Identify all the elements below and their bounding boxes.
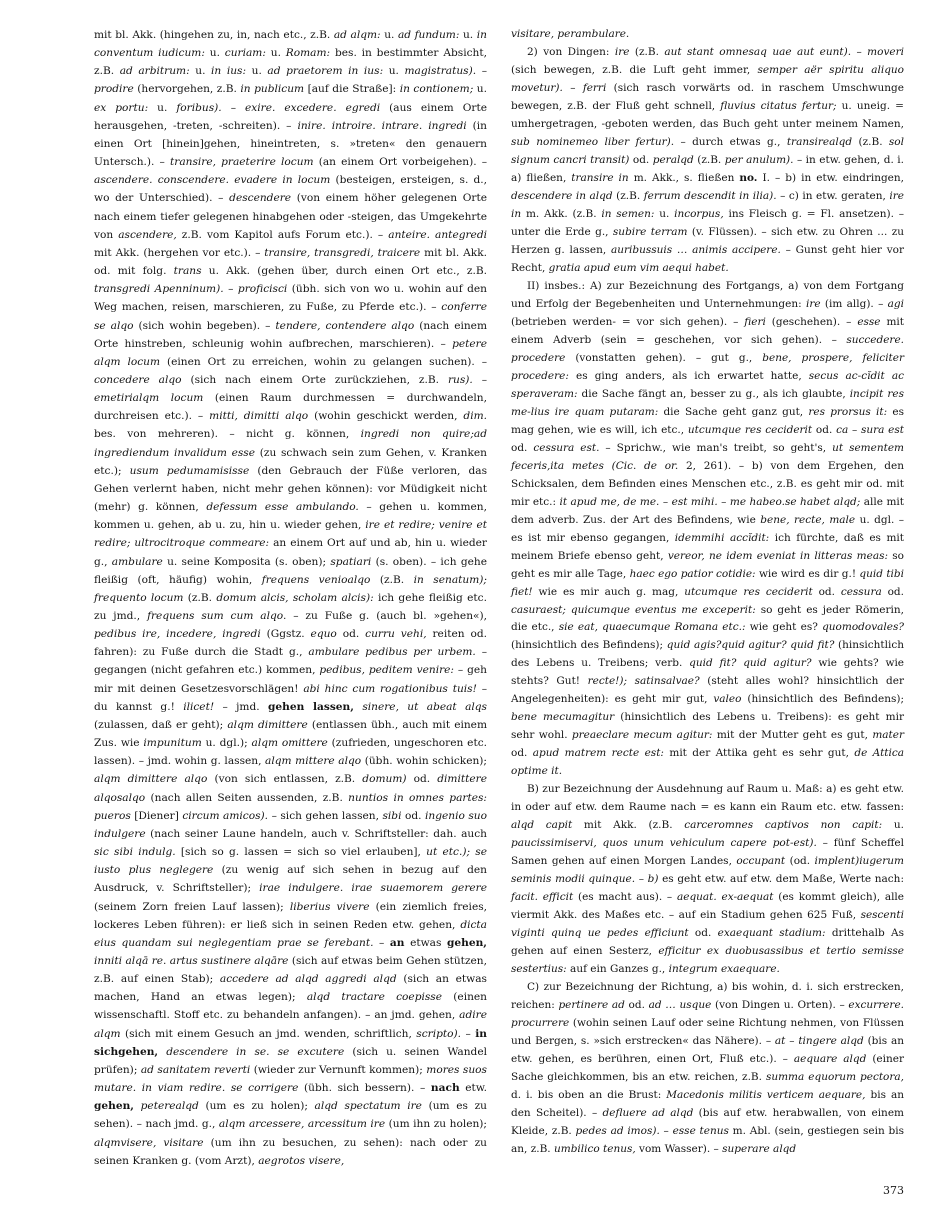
paragraph: mit bl. Akk. (hingehen zu, in, nach etc., z.B. ad alqm: u. ad fundum: u. in conventum iudicum: u. curiam: u. Romam: bes. in bestimmter Absicht, z.B. ad arbitrum: u. in ius: u. ad praetorem in ius: u. magistratus). – prodire (hervorgehen, z.B. in publicum [auf die Straße]: in contionem; u. ex portu: u. foribus). – exire. excedere. egredi (aus einem Orte herausgehen, -treten, -schreiten). – inire. introire. intrare. ingredi (in einen Ort [hinein]gehen, hineintreten, s. »treten« den genauern Untersch.). – transire, praeterire locum (an einem Ort vorbeigehen). – ascendere. conscendere. evadere in locum (besteigen, ersteigen, s. d., wo der Unterschied). – descendere (von einem höher gelegenen Orte nach einem tiefer gelegenen hinabgehen oder -steigen, das Umgekehrte von ascendere, z.B. vom Kapitol aufs Forum etc.). – anteire. antegredi mit Akk. (hergehen vor etc.). – transire, transgredi, traicere mit bl. Akk. od. mit folg. trans u. Akk. (gehen über, durch einen Ort etc., z.B. transgredi Apenninum). – proficisci (übh. sich von wo u. wohin auf den Weg machen, reisen, marschieren, zu Fuße, zu Pferde etc.). – conferre se alqo (sich wohin begeben). – tendere, contendere alqo (nach einem Orte hinstreben, schleunig wohin aufbrechen, marschieren). – petere alqm locum (einen Ort zu erreichen, wohin zu gelangen suchen). – concedere alqo (sich nach einem Orte zurückziehen, z.B. rus). – emetirialqm locum (einen Raum durchmessen = durchwandeln, durchreisen etc.). – mitti, dimitti alqo (wohin geschickt werden, dim. bes. von mehreren). – nicht g. können, ingredi non quire;ad ingrediendum invalidum esse (zu schwach sein zum Gehen, v. Kranken etc.); usum pedumamisisse (den Gebrauch der Füße verloren, das Gehen verlernt haben, nicht mehr gehen können): vor Müdigkeit nicht (mehr) g. können, defessum esse ambulando. – gehen u. kommen, kommen u. gehen, ab u. zu, hin u. wieder gehen, ire et redire; venire et redire; ultrocitroque commeare: an einem Ort auf und ab, hin u. wieder g., ambulare u. seine Komposita (s. oben); spatiari (s. oben). – ich gehe fleißig (oft, häufig) wohin, frequens venioalqo (z.B. in senatum); frequento locum (z.B. domum alcis, scholam alcis): ich gehe fleißig etc. zu jmd., frequens sum cum alqo. – zu Fuße g. (auch bl. »gehen«), pedibus ire, incedere, ingredi (Ggstz. equo od. curru vehi, reiten od. fahren): zu Fuße durch die Stadt g., ambulare pedibus per urbem. – gegangen (nicht gefahren etc.) kommen, pedibus, peditem venire: – geh mir mit deinen Gesetzesvorschlägen! abi hinc cum rogationibus tuis! – du kannst g.! ilicet! – jmd. gehen lassen, sinere, ut abeat alqs (zulassen, daß er geht); alqm dimittere (entlassen übh., auch mit einem Zus. wie impunitum u. dgl.); alqm omittere (zufrieden, ungeschoren etc. lassen). – jmd. wohin g. lassen, alqm mittere alqo (übh. wohin schicken); alqm dimittere alqo (von sich entlassen, z.B. domum) od. dimittere alqosalqo (nach allen Seiten aussenden, z.B. nuntios in omnes partes: pueros [Diener] circum amicos). – sich gehen lassen, sibi od. ingenio suo indulgere (nach seiner Laune handeln, auch v. Schriftsteller: dah. auch sic sibi indulg. [sich so g. lassen = sich so viel erlauben], ut etc.); se iusto plus neglegere (zu wenig auf sich sehen in bezug auf den Ausdruck, v. Schriftsteller); irae indulgere. irae suaemorem gerere (seinem Zorn freien Lauf lassen); liberius vivere (ein ziemlich freies, lockeres Leben führen): er ließ sich in seinen Reden etw. gehen, dicta eius quandam sui neglegentiam prae se ferebant. – an etwas gehen, inniti alqā re. artus sustinere alqāre (sich auf etwas beim Gehen stützen, z.B. auf einen Stab); accedere ad alqd aggredi alqd (sich an etwas machen, Hand an etwas legen); alqd tractare coepisse (einen wissenschaftl. Stoff etc. zu behandeln anfangen). – an jmd. gehen, adire alqm (sich mit einem Gesuch an jmd. wenden, schriftlich, scripto). – in sichgehen, descendere in se. se excutere (sich u. seinen Wandel prüfen); ad sanitatem reverti (wieder zur Vernunft kommen); mores suos mutare. in viam redire. se corrigere (übh. sich bessern). – nach etw. gehen, peterealqd (um es zu holen); alqd spectatum ire (um es zu sehen). – nach jmd. g., alqm arcessere, arcessitum ire (um ihn zu holen); alqmvisere, visitare (um ihn zu besuchen, zu sehen): nach oder zu seinen Kranken g. (vom Arzt), aegrotos visere,	[94, 29, 488, 1167]
left-column	[94, 26, 487, 1170]
paragraph: B) zur Bezeichnung der Ausdehnung auf Raum u. Maß: a) es geht etw. in oder auf etw. dem Raume nach = es kann ein Raum etc. etw. fassen: alqd capit mit Akk. (z.B. carceromnes captivos non capit: u. paucissimiservi, quos unum vehiculum capere pot-est). – fünf Scheffel Samen gehen auf einen Morgen Landes, occupant (od. implent)iugerum seminis modii quinque. – b) es geht etw. auf etw. dem Maße, Werte nach: facit. efficit (es macht aus). – aequat. ex-aequat (es kommt gleich), alle viermit Akk. des Maßes etc. – auf ein Stadium gehen 625 Fuß, sescenti viginti quinq ue pedes efficiunt od. exaequant stadium: drittehalb As gehen auf einen Sesterz, efficitur ex duobusassibus et tertio semisse sestertius: auf ein Ganzes g., integrum exaequare.	[511, 783, 905, 976]
paragraph: 2) von Dingen: ire (z.B. aut stant omnesaq uae aut eunt). – moveri (sich bewegen, z.B. die Luft geht immer, semper aër spiritu aliquo movetur). – ferri (sich rasch vorwärts od. in raschem Umschwunge bewegen, z.B. der Fluß geht schnell, fluvius citatus fertur; u. uneig. = umhergetragen, -geboten werden, das Buch geht unter meinem Namen, sub nominemeo liber fertur). – durch etwas g., transirealqd (z.B. sol signum cancri transit) od. peralqd (z.B. per anulum). – in etw. gehen, d. i. a) fließen, transire in m. Akk., s. fließen no. I. – b) in etw. eindringen, descendere in alqd (z.B. ferrum descendit in ilia). – c) in etw. geraten, ire in m. Akk. (z.B. in semen: u. incorpus, ins Fleisch g. = Fl. ansetzen). – unter die Erde g., subire terram (v. Flüssen). – sich etw. zu Ohren ... zu Herzen g. lassen, auribussuis … animis accipere. – Gunst geht hier vor Recht, gratia apud eum vim aequi habet.	[511, 45, 905, 274]
page-number: 373	[883, 1184, 904, 1197]
paragraph: visitare, perambulare.	[511, 28, 630, 40]
paragraph: II) insbes.: A) zur Bezeichnung des Fortgangs, a) von dem Fortgang und Erfolg der Begebenheiten und Unternehmungen: ire (im allg). – agi (betrieben werden- = vor sich gehen). – fieri (geschehen). – esse mit einem Adverb (sein = geschehen, vor sich gehen). – succedere. procedere (vonstatten gehen). – gut g., bene, prospere, feliciter procedere: es ging anders, als ich erwartet hatte, secus ac-cĭdit ac speraveram: die Sache fängt an, besser zu g., als ich glaubte, incipit res me-lius ire quam putaram: die Sache geht ganz gut, res prorsus it: es mag gehen, wie es will, ich etc., utcumque res ceciderit od. ca – sura est od. cessura est. – Sprichw., wie man's treibt, so geht's, ut sementem feceris,ita metes (Cic. de or. 2, 261). – b) von dem Ergehen, den Schicksalen, dem Befinden eines Menschen etc., z.B. es geht mir od. mit mir etc.: it apud me, de me. – est mihi. – me habeo.se habet alqd; alle mit dem adverb. Zus. der Art des Befindens, wie bene, recte, male u. dgl. – es ist mir ebenso gegangen, idemmihi accĭdit: ich fürchte, daß es mit meinem Briefe ebenso geht, vereor, ne idem eveniat in litteras meas: so geht es mir alle Tage, haec ego patior cotidie: wie wird es dir g.! quid tibi fiet! wie es mir auch g. mag, utcumque res ceciderit od. cessura od. casuraest; quicumque eventus me exceperit: so geht es jeder Römerin, die etc., sie eat, quaecumque Romana etc.: wie geht es? quomodovales? (hinsichtlich des Befindens); quid agis?quid agitur? quid fit? (hinsichtlich des Lebens u. Treibens; verb. quid fit? quid agitur? wie gehts? wie stehts? Gut! recte!); satinsalvae? (steht alles wohl? hinsichtlich der Angelegenheiten): es geht mir gut, valeo (hinsichtlich des Befindens); bene mecumagitur (hinsichtlich des Lebens u. Treibens): es geht mir sehr wohl. preaeclare mecum agitur: mit der Mutter geht es gut, mater od. apud matrem recte est: mit der Attika geht es sehr gut, de Attica optime it.	[511, 279, 905, 778]
right-column	[511, 26, 904, 1159]
paragraph: C) zur Bezeichnung der Richtung, a) bis wohin, d. i. sich erstrecken, reichen: pertinere ad od. ad … usque (von Dingen u. Orten). – excurrere. procurrere (wohin seinen Lauf oder seine Richtung nehmen, von Flüssen und Bergen, s. »sich erstrecken« das Nähere). – at – tingere alqd (bis an etw. gehen, es berühren, einen Ort, Fluß etc.). – aequare alqd (einer Sache gleichkommen, bis an etw. reichen, z.B. summa equorum pectora, d. i. bis oben an die Brust: Macedonis militis verticem aequare, bis an den Scheitel). – defluere ad alqd (bis auf etw. herabwallen, von einem Kleide, z.B. pedes ad imos). – esse tenus m. Abl. (sein, gestiegen sein bis an, z.B. umbilico tenus, vom Wasser). – superare alqd	[511, 981, 905, 1156]
